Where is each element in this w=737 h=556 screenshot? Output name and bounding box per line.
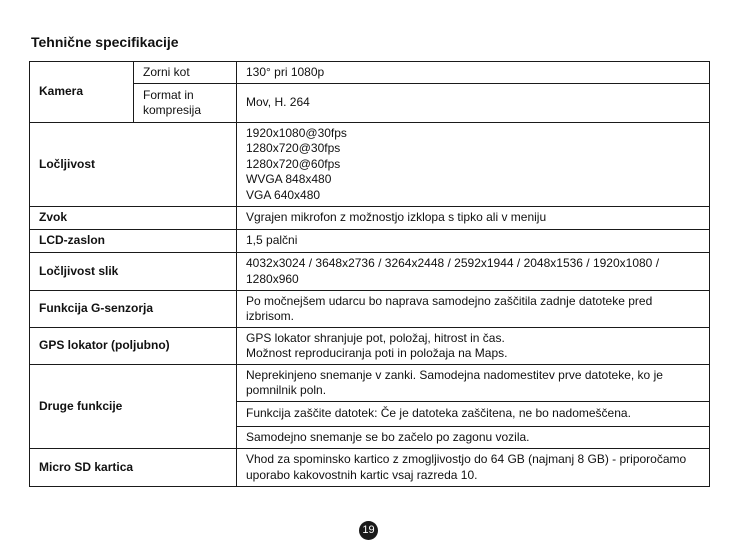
table-row bbox=[30, 291, 710, 328]
category-other-functions: Druge funkcije bbox=[30, 365, 237, 449]
gps-line: Možnost reproduciranja poti in položaja na Maps. bbox=[246, 346, 508, 360]
value-resolution bbox=[237, 123, 710, 207]
value-sound: Vgrajen mikrofon z možnostjo izklopa s tipko ali v meniju bbox=[237, 207, 710, 230]
table-row bbox=[30, 253, 710, 291]
value-lcd: 1,5 palčni bbox=[237, 230, 710, 253]
table-row bbox=[30, 230, 710, 253]
value-field-of-view: 130° pri 1080p bbox=[237, 62, 710, 84]
category-camera: Kamera bbox=[30, 62, 134, 123]
value-format: Mov, H. 264 bbox=[237, 84, 710, 123]
resolution-option: 1920x1080@30fps bbox=[246, 125, 347, 140]
resolution-option: 1280x720@60fps bbox=[246, 156, 341, 171]
value-g-sensor: Po močnejšem udarcu bo naprava samodejno zaščitila zadnje datoteke pred izbrisom. bbox=[237, 291, 710, 328]
page-title: Tehnične specifikacije bbox=[31, 34, 179, 50]
table-row bbox=[30, 449, 710, 487]
table-row bbox=[30, 123, 710, 207]
table-row bbox=[30, 207, 710, 230]
value-micro-sd: Vhod za spominsko kartico z zmogljivostjo do 64 GB (najmanj 8 GB) - priporočamo uporabo kakovostnih kartic vsaj razreda 10. bbox=[237, 449, 710, 487]
category-photo-resolution: Ločljivost slik bbox=[30, 253, 237, 291]
table-row bbox=[30, 365, 710, 402]
category-gps: GPS lokator (poljubno) bbox=[30, 328, 237, 365]
resolution-option: WVGA 848x480 bbox=[246, 172, 332, 187]
subcategory-field-of-view: Zorni kot bbox=[134, 62, 237, 84]
gps-line: GPS lokator shranjuje pot, položaj, hitrost in čas. bbox=[246, 330, 505, 345]
category-g-sensor: Funkcija G-senzorja bbox=[30, 291, 237, 328]
category-lcd: LCD-zaslon bbox=[30, 230, 237, 253]
table-row bbox=[30, 328, 710, 365]
page-number-badge: 19 bbox=[359, 521, 378, 540]
value-auto-recording: Samodejno snemanje se bo začelo po zagonu vozila. bbox=[237, 427, 710, 449]
resolution-option: VGA 640x480 bbox=[246, 187, 321, 202]
value-photo-resolution: 4032x3024 / 3648x2736 / 3264x2448 / 2592x1944 / 2048x1536 / 1920x1080 / 1280x960 bbox=[237, 253, 710, 291]
resolution-option: 1280x720@30fps bbox=[246, 141, 341, 156]
table-row bbox=[30, 62, 710, 84]
value-loop-recording: Neprekinjeno snemanje v zanki. Samodejna nadomestitev prve datoteke, ko je pomnilnik poln. bbox=[237, 365, 710, 402]
specifications-table bbox=[29, 61, 710, 487]
category-sound: Zvok bbox=[30, 207, 237, 230]
value-file-protection: Funkcija zaščite datotek: Če je datoteka zaščitena, ne bo nadomeščena. bbox=[237, 402, 710, 427]
category-resolution: Ločljivost bbox=[30, 123, 237, 207]
category-micro-sd: Micro SD kartica bbox=[30, 449, 237, 487]
value-gps bbox=[237, 328, 710, 365]
subcategory-format: Format in kompresija bbox=[134, 84, 237, 123]
